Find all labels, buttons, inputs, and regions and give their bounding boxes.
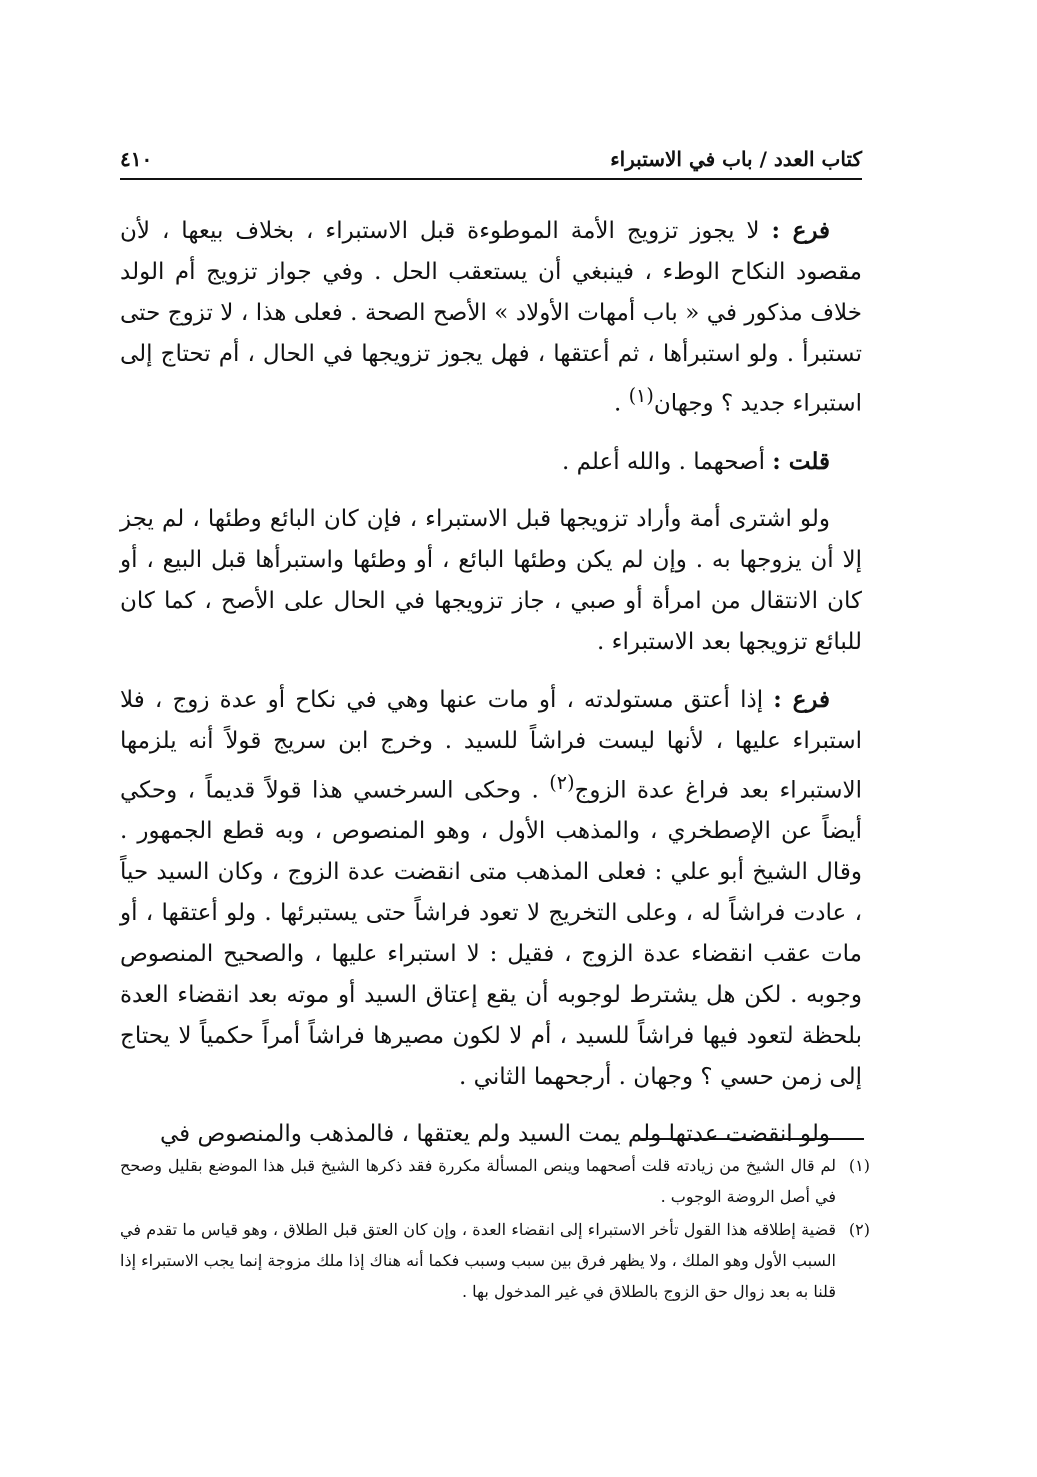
paragraph-qultu xyxy=(120,441,862,483)
paragraph-far-1 xyxy=(120,210,862,425)
paragraph-tail: . xyxy=(613,390,629,417)
footnotes xyxy=(120,1150,870,1309)
paragraph-text: ولو انقضت عدتها ولم يمت السيد ولم يعتقها ، فالمذهب والمنصوص في xyxy=(160,1121,830,1148)
footnote-ref-1: (١) xyxy=(628,384,654,407)
footnote xyxy=(120,1214,870,1307)
paragraph-far-2 xyxy=(120,679,862,1099)
footnote-number: (١) xyxy=(848,1156,870,1175)
paragraph-text: لا يجوز تزويج الأمة الموطوءة قبل الاستبراء ، بخلاف بيعها ، لأن مقصود النكاح الوطء ، فينبغي أن يستعقب الحل . وفي جواز تزويج أم الولد خلاف مذكور في « باب أمهات الأولاد » الأصح الصحة . فعلى هذا ، لا تزوج حتى تستبرأ . ولو استبرأها ، ثم أعتقها ، فهل يجوز تزويجها في الحال ، أم تحتاج إلى استبراء جديد ؟ وجهان xyxy=(120,218,862,417)
section-lead: فرع : xyxy=(771,217,831,244)
footnote-ref-2: (٢) xyxy=(549,770,575,794)
running-title: كتاب العدد / باب في الاستبراء xyxy=(610,147,862,171)
paragraph-text: أصحهما . والله أعلم . xyxy=(561,448,765,475)
footnote-text: لم قال الشيخ من زيادته قلت أصحهما وينص المسألة مكررة فقد ذكرها الشيخ قبل هذا الموضع بقليل وصحح في أصل الروضة الوجوب . xyxy=(120,1156,836,1206)
page-header xyxy=(120,132,862,180)
section-lead: فرع : xyxy=(773,685,830,713)
paragraph-text: ولو اشترى أمة وأراد تزويجها قبل الاستبراء ، فإن كان البائع وطئها ، لم يجز إلا أن يزوجها به . وإن لم يكن وطئها البائع ، أو وطئها واستبرأها قبل البيع ، أو كان الانتقال من امرأة أو صبي ، جاز تزويجها في الحال على الأصح ، كما كان للبائع تزويجها بعد الاستبراء . xyxy=(120,505,862,655)
paragraph-tail: . وحكى السرخسي هذا قولاً قديماً ، وحكي أيضاً عن الإصطخري ، والمذهب الأول ، وهو المنصوص ، وبه قطع الجمهور . وقال الشيخ أبو علي : فعلى المذهب متى انقضت عدة الزوج ، وكان السيد حياً ، عادت فراشاً له ، وعلى التخريج لا تعود فراشاً حتى يستبرئها . ولو أعتقها ، أو مات عقب انقضاء عدة الزوج ، فقيل : لا استبراء عليها ، والصحيح المنصوص وجوبه . لكن هل يشترط لوجوبه أن يقع إعتاق السيد أو موته بعد انقضاء العدة بلحظة لتعود فيها فراشاً للسيد ، أم لا لكون مصيرها فراشاً أمراً حكمياً لا يحتاج إلى زمن حسي ؟ وجهان . أرجحهما الثاني . xyxy=(120,777,862,1091)
section-lead: قلت : xyxy=(772,447,830,475)
main-text xyxy=(120,210,862,1155)
footnote-number: (٢) xyxy=(848,1220,870,1239)
paragraph-text: إذا أعتق مستولدته ، أو مات عنها وهي في نكاح أو عدة زوج ، فلا استبراء عليها ، لأنها ليست فراشاً للسيد . وخرج ابن سريج قولاً أنه يلزمها الاستبراء بعد فراغ عدة الزوج xyxy=(120,686,862,804)
paragraph-purchase xyxy=(120,499,862,663)
page-number: ٤١٠ xyxy=(120,147,153,171)
footnote-text: قضية إطلاقه هذا القول تأخر الاستبراء إلى انقضاء العدة ، وإن كان العتق قبل الطلاق ، وهو قياس ما تقدم في السبب الأول وهو الملك ، ولا يظهر فرق بين سبب وسبب فكما أنه هناك إذا ملك مزوجة إنما يجب الاستبراء إذا قلنا به بعد زوال حق الزوج بالطلاق في غير المدخول بها . xyxy=(120,1220,837,1301)
footnote xyxy=(120,1150,870,1212)
footnote-separator xyxy=(638,1138,864,1140)
